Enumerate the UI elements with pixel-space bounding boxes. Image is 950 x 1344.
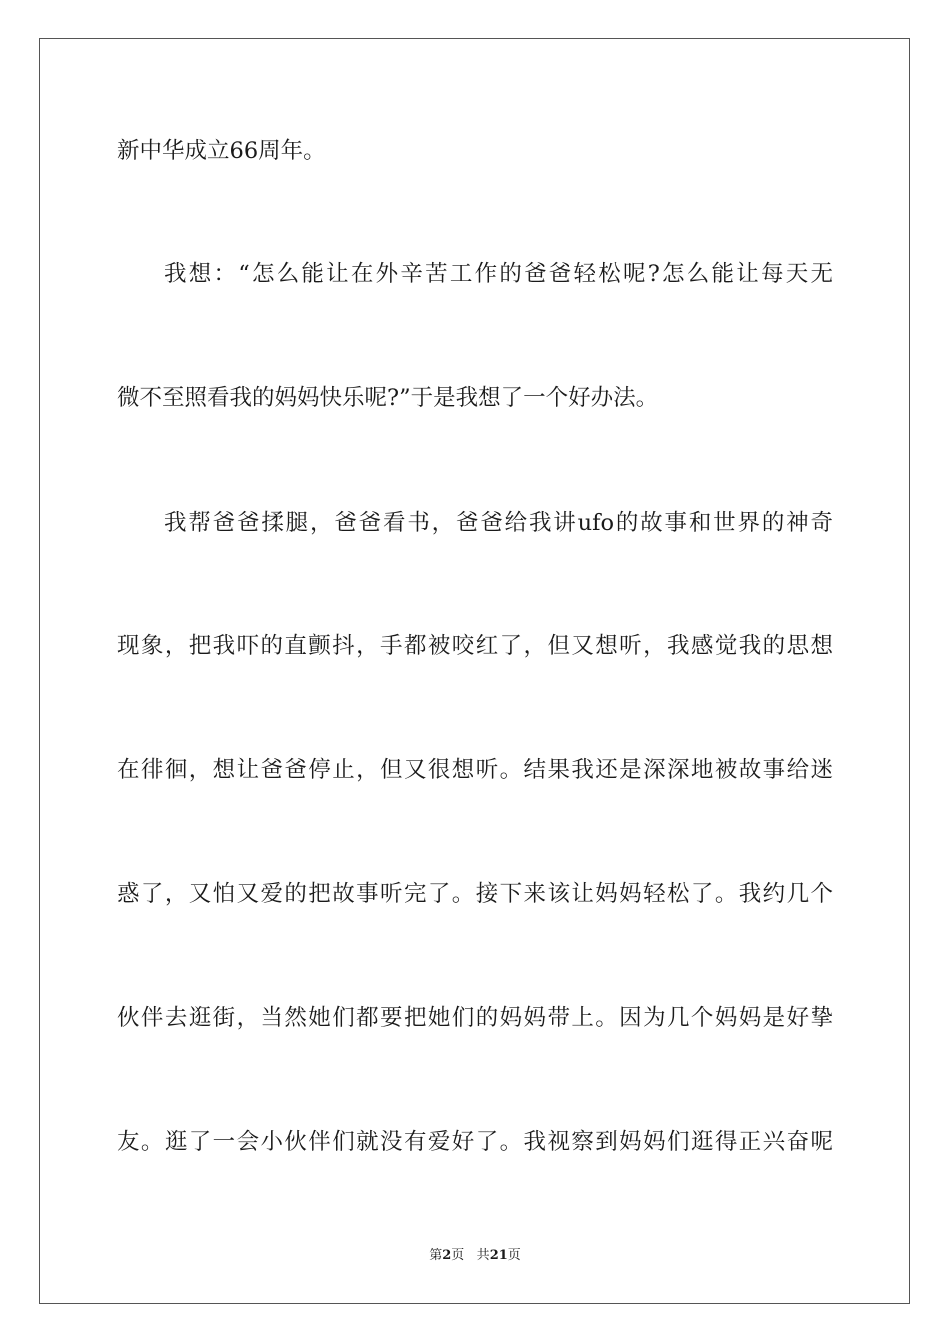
footer-page-prefix: 第 — [429, 1248, 443, 1263]
text-line-7: 惑了，又怕又爱的把故事听完了。接下来该让妈妈轻松了。我约几个 — [117, 881, 833, 907]
text-line-4: 我帮爸爸揉腿，爸爸看书，爸爸给我讲ufo的故事和世界的神奇 — [164, 510, 833, 536]
text-line-8: 伙伴去逛街，当然她们都要把她们的妈妈带上。因为几个妈妈是好挚 — [117, 1005, 833, 1031]
footer-total-pages: 21 — [489, 1248, 508, 1263]
footer-total-prefix: 共 — [476, 1248, 490, 1263]
footer-page-number: 2 — [442, 1248, 452, 1263]
page-footer — [0, 1247, 950, 1265]
text-line-2: 我想：“怎么能让在外辛苦工作的爸爸轻松呢?怎么能让每天无 — [164, 261, 833, 287]
text-line-6: 在徘徊，想让爸爸停止，但又很想听。结果我还是深深地被故事给迷 — [117, 757, 833, 783]
page-frame — [39, 38, 910, 1304]
footer-total-suffix: 页 — [507, 1248, 521, 1263]
footer-page-suffix: 页 — [451, 1248, 465, 1263]
text-line-3: 微不至照看我的妈妈快乐呢?”于是我想了一个好办法。 — [117, 385, 659, 411]
text-line-1: 新中华成立66周年。 — [117, 138, 326, 164]
text-line-9: 友。逛了一会小伙伴们就没有爱好了。我视察到妈妈们逛得正兴奋呢 — [117, 1129, 833, 1155]
text-line-5: 现象，把我吓的直颤抖，手都被咬红了，但又想听，我感觉我的思想 — [117, 633, 833, 659]
